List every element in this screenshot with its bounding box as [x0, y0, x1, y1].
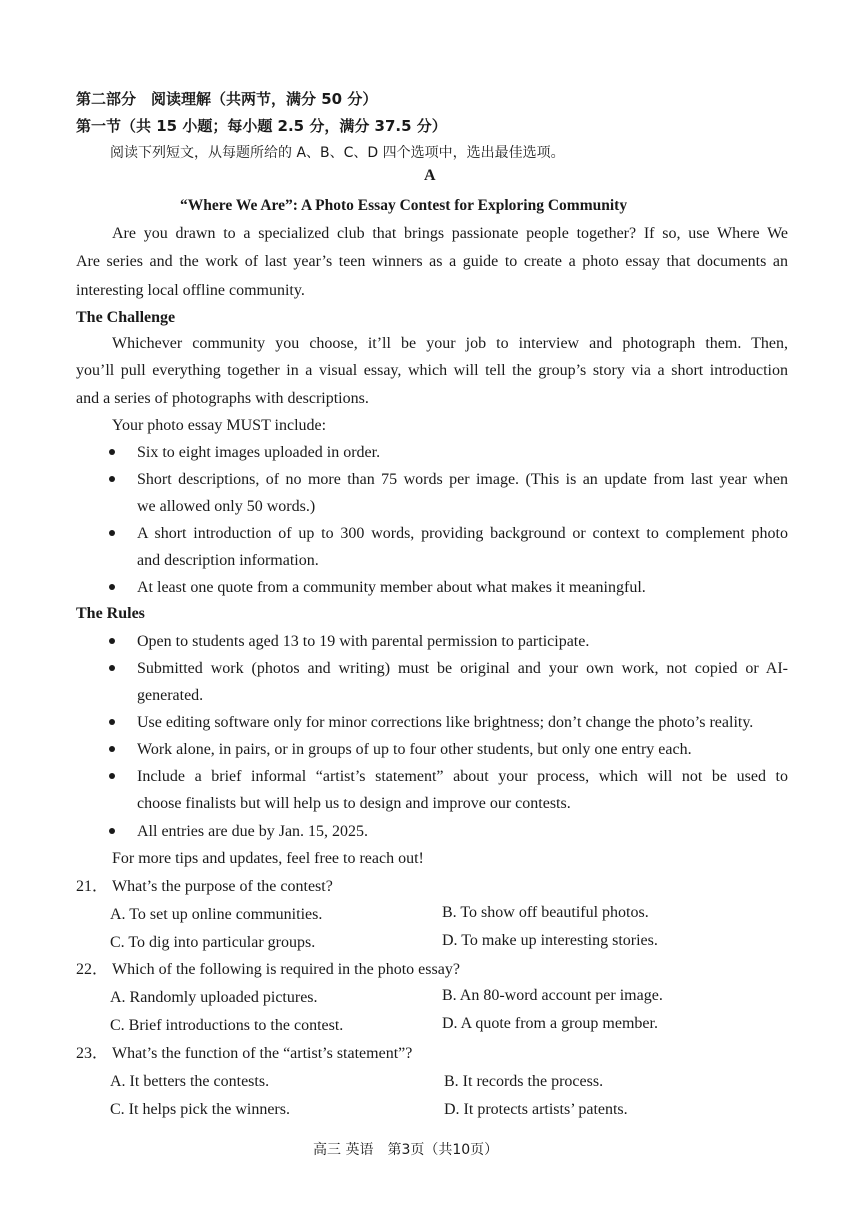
bullet-icon — [109, 665, 115, 671]
rule-2-line-2: generated. — [137, 687, 204, 704]
rule-1: Open to students aged 13 to 19 with parental permission to participate. — [137, 633, 590, 650]
bullet-icon — [109, 476, 115, 482]
bullet-icon — [109, 746, 115, 752]
instruction-text: 阅读下列短文，从每题所给的 A、B、C、D 四个选项中，选出最佳选项。 — [110, 145, 565, 161]
bullet-icon — [109, 584, 115, 590]
option-d[interactable]: D. It protects artists’ patents. — [444, 1101, 628, 1118]
option-c[interactable]: C. To dig into particular groups. — [110, 934, 316, 951]
challenge-line-3: and a series of photographs with descriptions. — [76, 390, 369, 407]
intro-line-1: Are you drawn to a specialized club that brings passionate people together? If so, use Where We — [112, 225, 788, 242]
section-heading: 第一节（共 15 小题；每小题 2.5 分，满分 37.5 分） — [76, 117, 447, 135]
challenge-line-2: you’ll pull everything together in a visual essay, which will tell the group’s story via a short introduction — [76, 362, 788, 379]
rules-heading: The Rules — [76, 605, 145, 622]
passage-letter: A — [424, 167, 436, 184]
question-stem: What’s the function of the “artist’s statement”? — [112, 1045, 413, 1062]
bullet-icon — [109, 449, 115, 455]
option-c[interactable]: C. Brief introductions to the contest. — [110, 1017, 344, 1034]
question-number: 23． — [76, 1045, 109, 1062]
requirement-2-line-2: we allowed only 50 words.) — [137, 498, 316, 515]
challenge-heading: The Challenge — [76, 309, 176, 326]
challenge-line-1: Whichever community you choose, it’ll be your job to interview and photograph them. Then, — [112, 335, 788, 352]
requirement-2-line-1: Short descriptions, of no more than 75 words per image. (This is an update from last year when — [137, 471, 788, 488]
rule-2-line-1: Submitted work (photos and writing) must be original and your own work, not copied or AI- — [137, 660, 788, 677]
option-a[interactable]: A. To set up online communities. — [110, 906, 323, 923]
bullet-icon — [109, 530, 115, 536]
option-d[interactable]: D. To make up interesting stories. — [442, 932, 658, 949]
must-include-text: Your photo essay MUST include: — [112, 417, 327, 434]
option-d[interactable]: D. A quote from a group member. — [442, 1015, 658, 1032]
option-a[interactable]: A. Randomly uploaded pictures. — [110, 989, 318, 1006]
intro-line-3: interesting local offline community. — [76, 282, 305, 299]
question-stem: Which of the following is required in the photo essay? — [112, 961, 460, 978]
option-c[interactable]: C. It helps pick the winners. — [110, 1101, 290, 1118]
rule-6: All entries are due by Jan. 15, 2025. — [137, 823, 369, 840]
requirement-3-line-2: and description information. — [137, 552, 319, 569]
closing-text: For more tips and updates, feel free to reach out! — [112, 850, 424, 867]
question-stem: What’s the purpose of the contest? — [112, 878, 333, 895]
bullet-icon — [109, 638, 115, 644]
option-b[interactable]: B. An 80-word account per image. — [442, 987, 663, 1004]
part-heading: 第二部分 阅读理解（共两节，满分 50 分） — [76, 90, 378, 108]
rule-4: Work alone, in pairs, or in groups of up to four other students, but only one entry each. — [137, 741, 692, 758]
intro-line-2: Are series and the work of last year’s teen winners as a guide to create a photo essay that documents an — [76, 253, 788, 270]
article-title: “Where We Are”: A Photo Essay Contest for Exploring Community — [180, 197, 628, 214]
rule-5-line-2: choose finalists but will help us to design and improve our contests. — [137, 795, 571, 812]
question-number: 21． — [76, 878, 109, 895]
option-b[interactable]: B. It records the process. — [444, 1073, 604, 1090]
rule-3: Use editing software only for minor corrections like brightness; don’t change the photo’s reality. — [137, 714, 754, 731]
bullet-icon — [109, 828, 115, 834]
page-footer: 高三 英语 第3页（共10页） — [313, 1142, 499, 1158]
bullet-icon — [109, 773, 115, 779]
requirement-3-line-1: A short introduction of up to 300 words, providing background or context to complement photo — [137, 525, 788, 542]
option-b[interactable]: B. To show off beautiful photos. — [442, 904, 649, 921]
bullet-icon — [109, 719, 115, 725]
requirement-4: At least one quote from a community member about what makes it meaningful. — [137, 579, 646, 596]
option-a[interactable]: A. It betters the contests. — [110, 1073, 270, 1090]
rule-5-line-1: Include a brief informal “artist’s statement” about your process, which will not be used to — [137, 768, 788, 785]
question-number: 22． — [76, 961, 109, 978]
requirement-1: Six to eight images uploaded in order. — [137, 444, 381, 461]
